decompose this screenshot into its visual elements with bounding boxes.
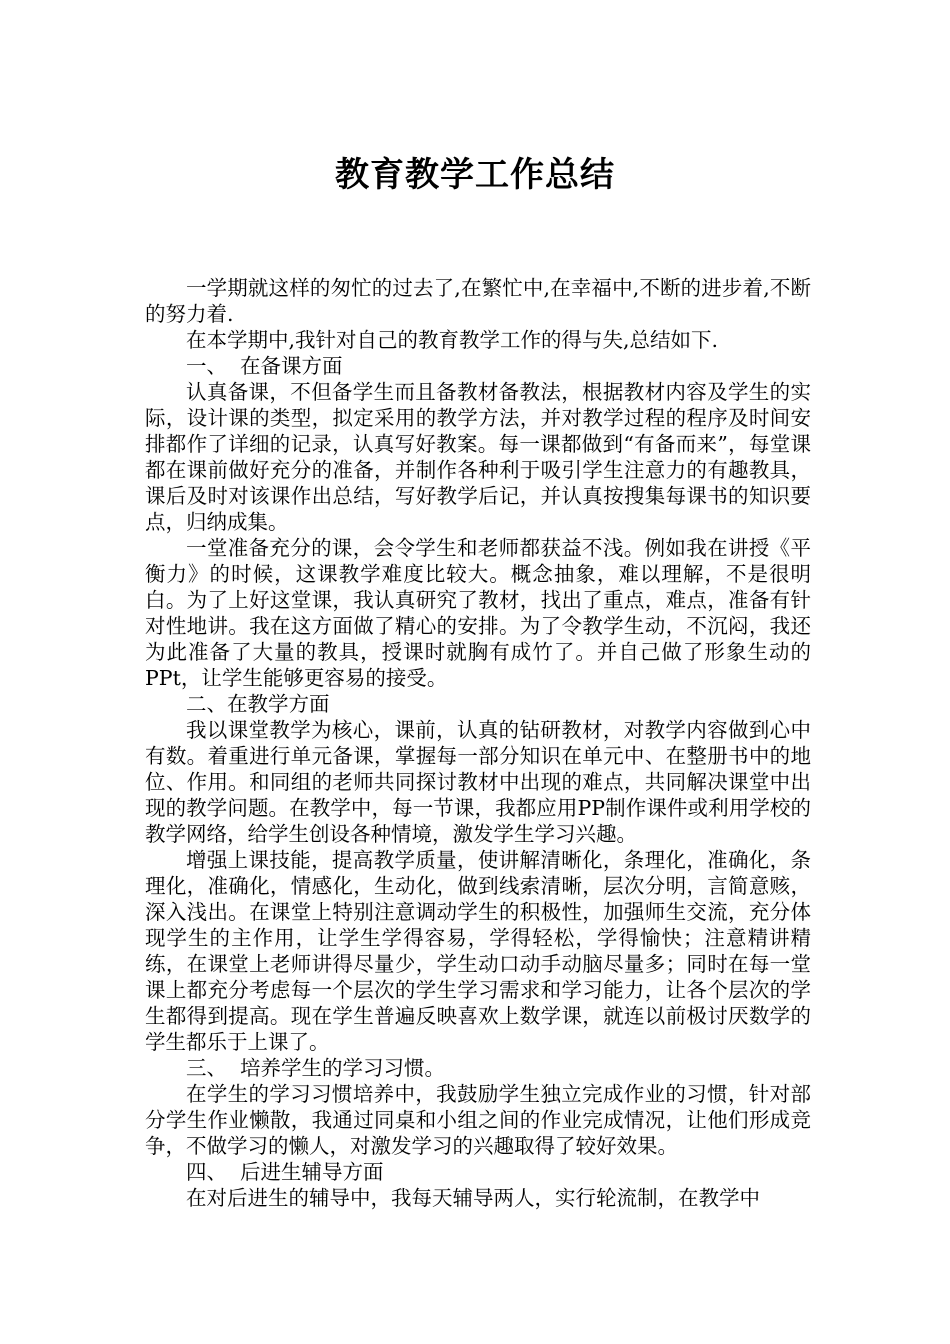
paragraph-intro: 一学期就这样的匆忙的过去了,在繁忙中,在幸福中,不断的进步着,不断的努力着. bbox=[145, 276, 811, 326]
document-title: 教育教学工作总结 bbox=[335, 155, 615, 195]
paragraph-summary-lead: 在本学期中,我针对自己的教育教学工作的得与失,总结如下. bbox=[186, 328, 719, 352]
paragraph-teaching-core: 我以课堂教学为核心，课前，认真的钻研教材，对教学内容做到心中有数。着重进行单元备课，掌握每一部分知识在单元中、在整册书中的地位、作用。和同组的老师共同探讨教材中出现的难点，共同解决课堂中出现的教学问题。在教学中，每一节课，我都应用PP制作课件或利用学校的教学网络，给学生创设各种情境，激发学生学习兴趣。 bbox=[145, 718, 811, 846]
paragraph-study-habits: 在学生的学习习惯培养中，我鼓励学生独立完成作业的习惯，针对部分学生作业懒散，我通过同桌和小组之间的作业完成情况，让他们形成竞争，不做学习的懒人，对激发学习的兴趣取得了较好效果。 bbox=[145, 1082, 811, 1158]
paragraph-lesson-prep-example: 一堂准备充分的课，会令学生和老师都获益不浅。例如我在讲授《平衡力》的时候，这课教学难度比较大。概念抽象，难以理解，不是很明白。为了上好这堂课，我认真研究了教材，找出了重点，难点，准备有针对性地讲。我在这方面做了精心的安排。为了令教学生动，不沉闷，我还为此准备了大量的教具，授课时就胸有成竹了。并自己做了形象生动的PPt，让学生能够更容易的接受。 bbox=[145, 536, 811, 690]
paragraph-teaching-skills: 增强上课技能，提高教学质量，使讲解清晰化，条理化，准确化，条理化，准确化，情感化，生动化，做到线索清晰，层次分明，言简意赅，深入浅出。在课堂上特别注意调动学生的积极性，加强师生交流，充分体现学生的主作用，让学生学得容易，学得轻松，学得愉快；注意精讲精练，在课堂上老师讲得尽量少，学生动口动手动脑尽量多；同时在每一堂课上都充分考虑每一个层次的学生学习需求和学习能力，让各个层次的学生都得到提高。现在学生普遍反映喜欢上数学课，就连以前极讨厌数学的学生都乐于上课了。 bbox=[145, 848, 811, 1054]
section-heading-remedial: 四、 后进生辅导方面 bbox=[186, 1160, 384, 1184]
document-body bbox=[145, 275, 811, 1211]
paragraph-lesson-prep: 认真备课，不但备学生而且备教材备教法，根据教材内容及学生的实际，设计课的类型，拟定采用的教学方法，并对教学过程的程序及时间安排都作了详细的记录，认真写好教案。每一课都做到“有备而来”，每堂课都在课前做好充分的准备，并制作各种利于吸引学生注意力的有趣教具，课后及时对该课作出总结，写好教学后记，并认真按搜集每课书的知识要点，归纳成集。 bbox=[145, 380, 811, 534]
section-heading-study-habits: 三、 培养学生的学习习惯。 bbox=[186, 1056, 446, 1080]
section-heading-lesson-prep: 一、 在备课方面 bbox=[186, 354, 343, 378]
paragraph-remedial: 在对后进生的辅导中，我每天辅导两人，实行轮流制，在教学中 bbox=[186, 1186, 760, 1210]
section-heading-teaching: 二、在教学方面 bbox=[186, 692, 330, 716]
